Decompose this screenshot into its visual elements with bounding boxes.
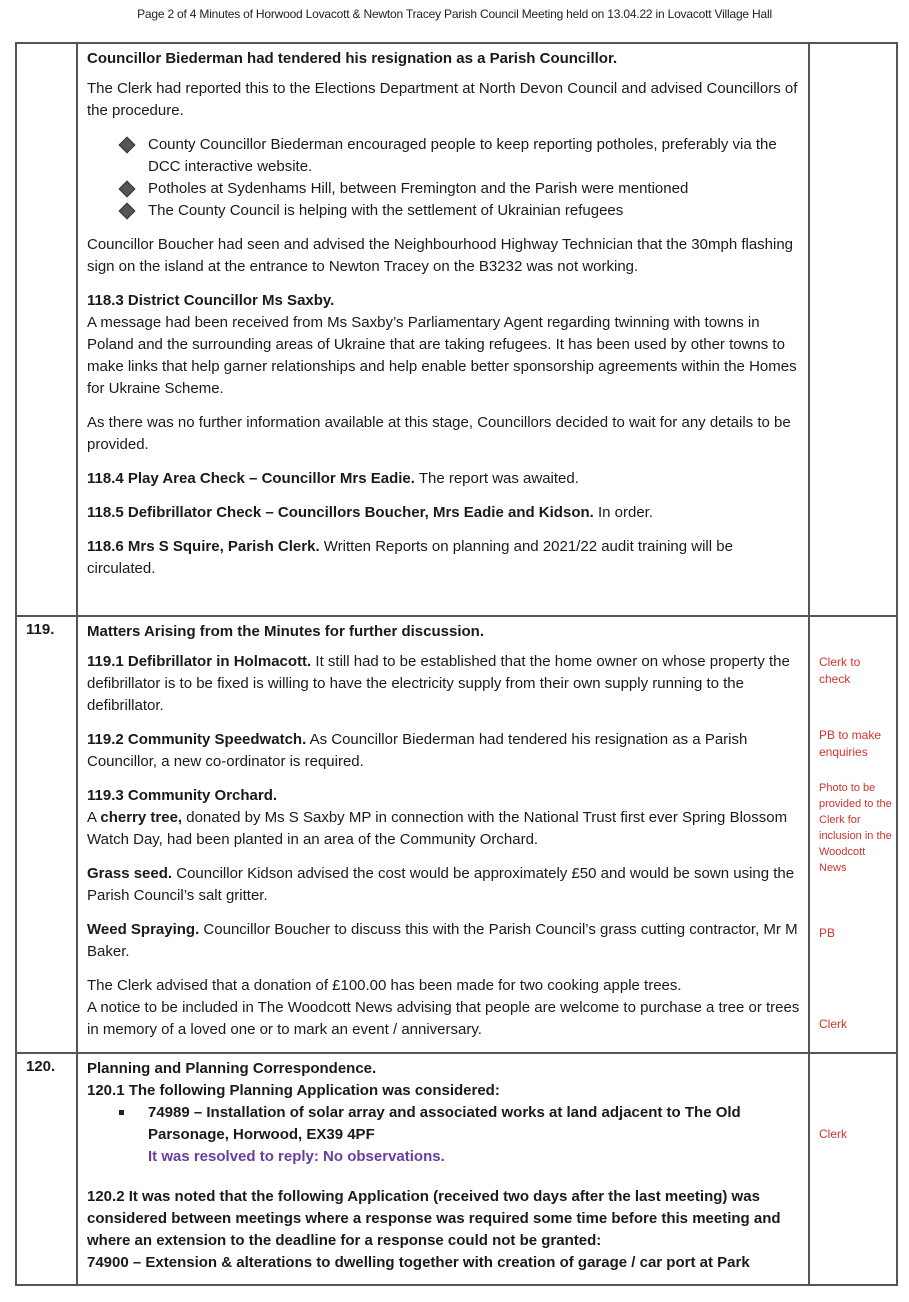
action-column-cell: [809, 43, 897, 616]
page-header: Page 2 of 4 Minutes of Horwood Lovacott & Newton Tracey Parish Council Meeting held on 13.04.22 in Lovacott Village Hall: [137, 7, 772, 21]
county-councillor-bullets: [87, 134, 800, 222]
application-74900: 74900 – Extension & alterations to dwelling together with creation of garage / car port at Park: [87, 1254, 750, 1271]
diamond-bullet-icon: [119, 137, 136, 154]
resignation-note: Councillor Biederman had tendered his resignation as a Parish Councillor.: [87, 50, 618, 67]
weed-spraying-paragraph: Weed Spraying. Councillor Boucher to discuss this with the Parish Council’s grass cutting contractor, Mr M Baker.: [87, 921, 798, 960]
no-further-info-paragraph: As there was no further information available at this stage, Councillors decided to wait for any details to be provided.: [87, 414, 791, 453]
action-pb-enquiries: PB to make enquiries: [819, 728, 882, 759]
list-item: The County Council is helping with the settlement of Ukrainian refugees: [117, 200, 800, 222]
row-118-continued: [16, 43, 897, 616]
section-120-2: 120.2 It was noted that the following Application (received two days after the last meeting) was considered between meetings where a response was required some time before this meeting and where an extension to the deadline for a response could not be granted:: [87, 1188, 781, 1249]
planning-application-list: [87, 1102, 800, 1168]
diamond-bullet-icon: [119, 203, 136, 220]
action-photo: Photo to be provided to the Clerk for inclusion in the Woodcott News: [819, 782, 892, 874]
minutes-table: [15, 42, 898, 1286]
section-heading: 118.3 District Councillor Ms Saxby.: [87, 292, 335, 309]
item-number-119: 119.: [16, 616, 77, 1053]
square-bullet-icon: [119, 1110, 124, 1115]
action-pb: PB: [819, 926, 836, 940]
item-119-title: Matters Arising from the Minutes for further discussion.: [87, 623, 484, 640]
clerk-reported-paragraph: The Clerk had reported this to the Elections Department at North Devon Council and advised Councillors of the procedure.: [87, 80, 798, 119]
item-120-title: Planning and Planning Correspondence.: [87, 1060, 377, 1077]
item-118-body: [77, 43, 809, 616]
diamond-bullet-icon: [119, 181, 136, 198]
list-item: Potholes at Sydenhams Hill, between Fremington and the Parish were mentioned: [117, 178, 800, 200]
action-clerk: Clerk: [819, 1017, 848, 1031]
item-119-actions: [809, 616, 897, 1053]
section-118-3: 118.3 District Councillor Ms Saxby. A message had been received from Ms Saxby’s Parliamentary Agent regarding twinning with towns in Poland and the surrounding areas of Ukraine that are taking refugees. It has been used by other towns to make links that help garner relationships and help enable better sponsorship agreements within the Homes for Ukraine Scheme.: [87, 292, 797, 397]
section-119-2: 119.2 Community Speedwatch. As Councillor Biederman had tendered his resignation as a Parish Councillor, a new co-ordinator is required.: [87, 731, 748, 770]
resolution-text: It was resolved to reply: No observations.: [148, 1148, 445, 1165]
section-119-3: 119.3 Community Orchard. A cherry tree, donated by Ms S Saxby MP in connection with the National Trust first ever Spring Blossom Watch Day, had been planted in an area of the Community Orchard.: [87, 787, 788, 848]
item-number-120: 120.: [16, 1053, 77, 1285]
list-item: County Councillor Biederman encouraged people to keep reporting potholes, preferably via the DCC interactive website.: [117, 134, 800, 178]
section-118-6: 118.6 Mrs S Squire, Parish Clerk. Written Reports on planning and 2021/22 audit training will be circulated.: [87, 538, 733, 577]
section-118-5: 118.5 Defibrillator Check – Councillors Boucher, Mrs Eadie and Kidson. In order.: [87, 504, 654, 521]
section-118-4: 118.4 Play Area Check – Councillor Mrs Eadie. The report was awaited.: [87, 470, 579, 487]
section-119-1: 119.1 Defibrillator in Holmacott. It still had to be established that the home owner on whose property the defibrillator is to be fixed is willing to have the electricity supply from their own supply running to the defibrillator.: [87, 653, 790, 714]
section-120-1-heading: 120.1 The following Planning Application was considered:: [87, 1082, 500, 1099]
action-clerk: Clerk: [819, 1127, 848, 1141]
action-clerk-to-check: Clerk to check: [819, 655, 861, 686]
grass-seed-paragraph: Grass seed. Councillor Kidson advised the cost would be approximately £50 and would be sown using the Parish Council’s salt gritter.: [87, 865, 795, 904]
item-120-body: [77, 1053, 809, 1285]
list-item: 74989 – Installation of solar array and associated works at land adjacent to The Old Parsonage, Horwood, EX39 4PF It was resolved to reply: No observations.: [117, 1102, 800, 1168]
item-120-actions: [809, 1053, 897, 1285]
boucher-paragraph: Councillor Boucher had seen and advised the Neighbourhood Highway Technician that the 30mph flashing sign on the island at the entrance to Newton Tracey on the B3232 was not working.: [87, 236, 794, 275]
item-119-body: [77, 616, 809, 1053]
row-119: [16, 616, 897, 1053]
donation-paragraph: The Clerk advised that a donation of £100.00 has been made for two cooking apple trees. A notice to be included in The Woodcott News advising that people are welcome to purchase a tree or trees in memory of a loved one or to mark an event / anniversary.: [87, 977, 800, 1038]
item-number-cell: [16, 43, 77, 616]
row-120: [16, 1053, 897, 1285]
